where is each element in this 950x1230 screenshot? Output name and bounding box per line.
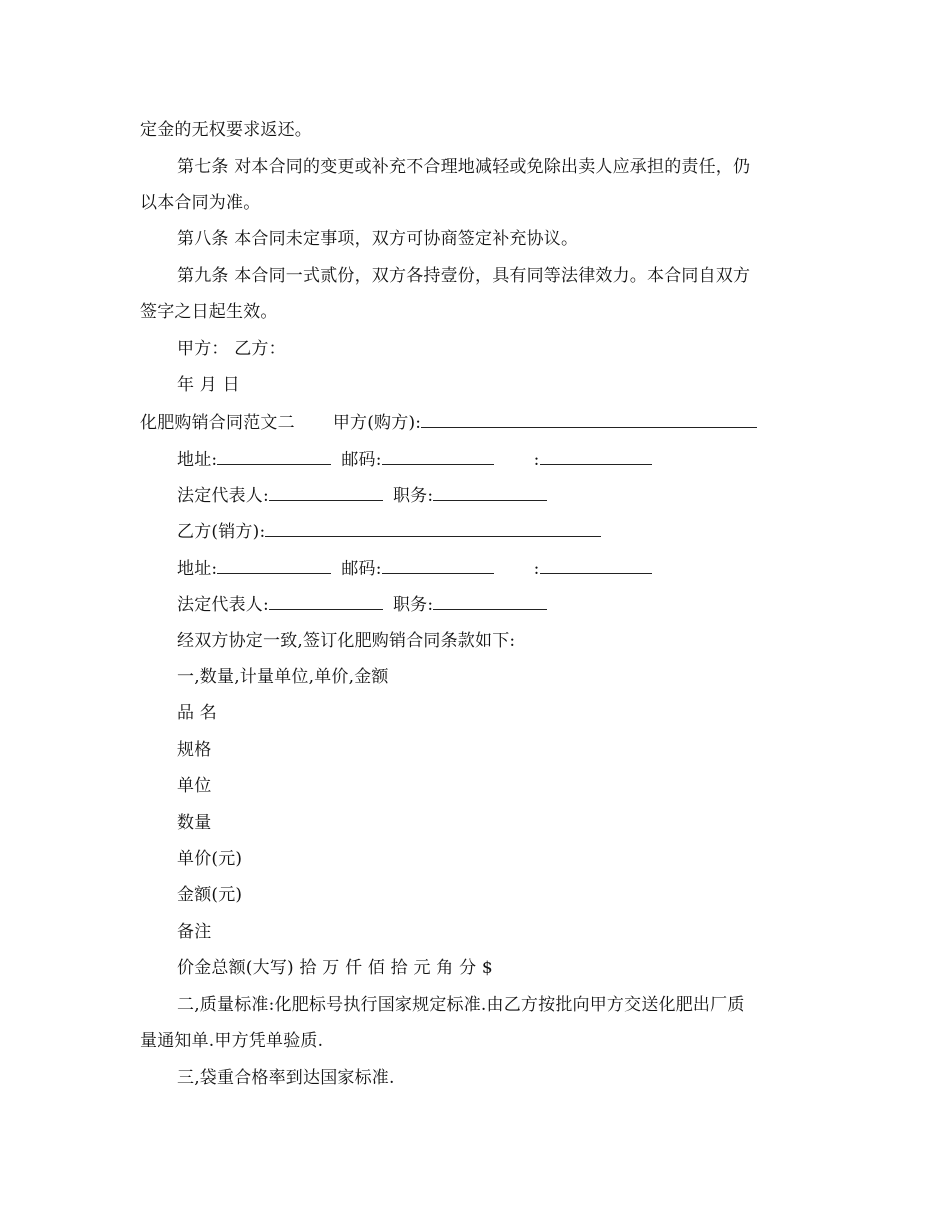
position-label: 职务: bbox=[392, 595, 434, 615]
section-3: 三,袋重合格率到达国家标准. bbox=[177, 1068, 395, 1088]
address-blank bbox=[217, 448, 331, 465]
postcode-label: 邮码: bbox=[341, 559, 382, 579]
legal-rep-label: 法定代表人: bbox=[177, 486, 269, 506]
section-2-line-1: 二,质量标准:化肥标号执行国家规定标准.由乙方按批向甲方交送化肥出厂质 bbox=[177, 995, 745, 1015]
contract-2-title: 化肥购销合同范文二 bbox=[140, 413, 295, 433]
position-label: 职务: bbox=[392, 486, 434, 506]
party-a-rep-line bbox=[177, 484, 547, 507]
postcode-blank bbox=[382, 557, 494, 574]
field-unit-price: 单价(元) bbox=[177, 849, 243, 869]
field-amount: 金额(元) bbox=[177, 885, 243, 905]
party-b-line bbox=[177, 520, 601, 543]
total-amount-line: 价金总额(大写) 拾 万 仟 佰 拾 元 角 分 $ bbox=[177, 958, 493, 978]
field-product-name: 品 名 bbox=[177, 703, 218, 723]
phone-label: : bbox=[533, 559, 540, 579]
position-blank bbox=[433, 484, 547, 501]
field-remark: 备注 bbox=[177, 922, 212, 942]
phone-blank bbox=[540, 448, 652, 465]
party-a-label: 甲方(购方): bbox=[332, 413, 422, 433]
address-blank bbox=[217, 557, 331, 574]
section-1-heading: 一,数量,计量单位,单价,金额 bbox=[177, 667, 389, 687]
paragraph-line: 定金的无权要求返还。 bbox=[140, 120, 312, 140]
article-9-line-1: 第九条 本合同一式贰份，双方各持壹份，具有同等法律效力。本合同自双方 bbox=[177, 266, 751, 286]
article-7-line-1: 第七条 对本合同的变更或补充不合理地减轻或免除出卖人应承担的责任，仍 bbox=[177, 157, 751, 177]
party-b-address-line bbox=[177, 557, 652, 580]
legal-rep-label: 法定代表人: bbox=[177, 595, 269, 615]
legal-rep-blank bbox=[269, 593, 383, 610]
address-label: 地址: bbox=[177, 450, 218, 470]
phone-label: : bbox=[533, 450, 540, 470]
party-b-label: 乙方(销方): bbox=[177, 522, 266, 542]
party-a-address-line bbox=[177, 448, 652, 471]
contract-2-header-line bbox=[140, 411, 757, 434]
party-a-blank bbox=[421, 411, 757, 428]
party-b-blank bbox=[265, 520, 601, 537]
article-7-line-2: 以本合同为准。 bbox=[140, 193, 261, 213]
position-blank bbox=[433, 593, 547, 610]
field-quantity: 数量 bbox=[177, 813, 212, 833]
field-spec: 规格 bbox=[177, 740, 212, 760]
section-2-line-2: 量通知单.甲方凭单验质. bbox=[140, 1031, 324, 1051]
postcode-label: 邮码: bbox=[341, 450, 382, 470]
date-line: 年 月 日 bbox=[177, 375, 240, 395]
article-9-line-2: 签字之日起生效。 bbox=[140, 302, 278, 322]
phone-blank bbox=[540, 557, 652, 574]
party-b-rep-line bbox=[177, 593, 547, 616]
field-unit: 单位 bbox=[177, 776, 212, 796]
postcode-blank bbox=[382, 448, 494, 465]
agreement-intro: 经双方协定一致,签订化肥购销合同条款如下: bbox=[177, 631, 516, 651]
legal-rep-blank bbox=[269, 484, 383, 501]
article-8: 第八条 本合同未定事项，双方可协商签定补充协议。 bbox=[177, 229, 579, 249]
address-label: 地址: bbox=[177, 559, 218, 579]
signature-line: 甲方： 乙方： bbox=[177, 339, 286, 359]
